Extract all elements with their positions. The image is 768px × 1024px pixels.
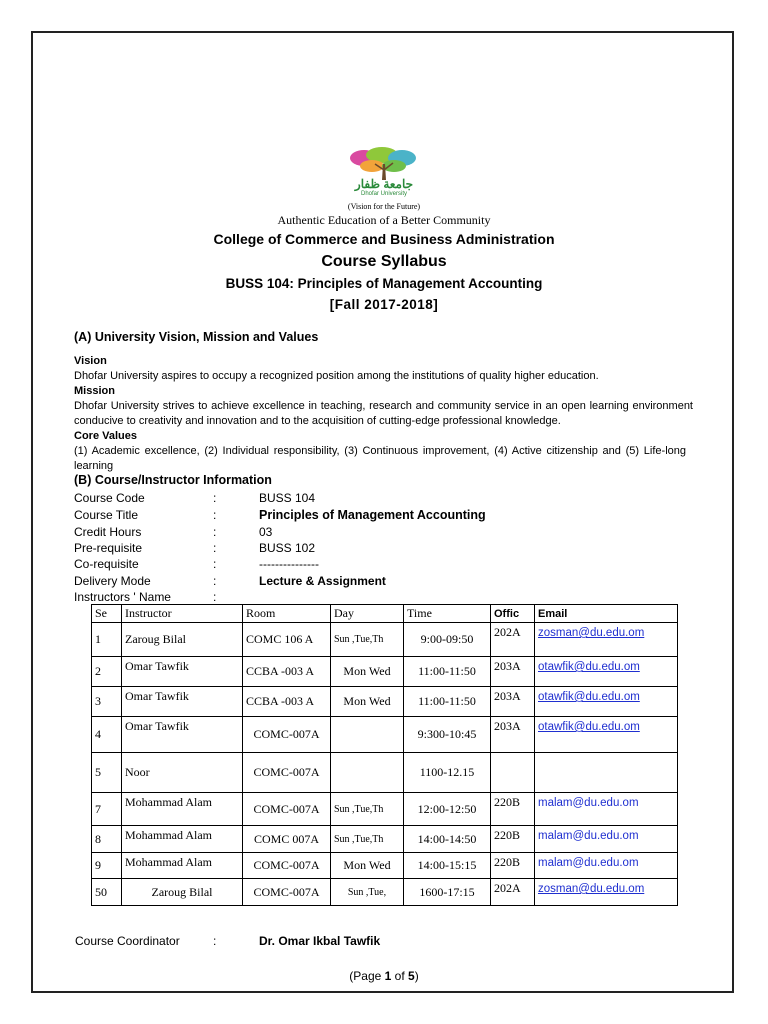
cell-se: 1 — [92, 623, 122, 657]
info-value: Lecture & Assignment — [259, 574, 386, 588]
info-value: BUSS 104 — [259, 491, 316, 505]
info-label: Course Code — [74, 491, 145, 505]
email-link[interactable]: malam@du.edu.om — [538, 830, 639, 842]
table-header-row — [92, 605, 678, 623]
cell-email — [535, 853, 678, 879]
email-link[interactable]: otawfik@du.edu.om — [538, 661, 640, 673]
page-total: 5 — [408, 969, 415, 983]
cell-office: 203A — [491, 657, 535, 687]
cell-se: 3 — [92, 687, 122, 717]
cell-day: Mon Wed — [331, 853, 404, 879]
cell-room: COMC-007A — [243, 753, 331, 793]
table-row — [92, 717, 678, 753]
cell-email — [535, 687, 678, 717]
cell-office: 203A — [491, 687, 535, 717]
cell-office: 220B — [491, 793, 535, 826]
motto: Authentic Education of a Better Community — [277, 213, 491, 227]
info-value: BUSS 102 — [259, 541, 316, 555]
cell-office: 220B — [491, 853, 535, 879]
cell-instructor: Mohammad Alam — [122, 826, 243, 853]
cell-room: CCBA -003 A — [243, 687, 331, 717]
info-colon: : — [213, 557, 217, 571]
column-header: Room — [243, 605, 331, 623]
core-values-text: (1) Academic excellence, (2) Individual responsibility, (3) Continuous improvement, (4) Active citizenship and (5) Life-long learning — [74, 445, 686, 472]
cell-time: 9:300-10:45 — [404, 717, 491, 753]
email-link[interactable]: malam@du.edu.om — [538, 857, 639, 869]
cell-email — [535, 753, 678, 793]
cell-instructor: Noor — [122, 753, 243, 793]
logo-arabic-text: جامعة ظفار — [354, 177, 414, 191]
cell-day: Sun ,Tue,Th — [331, 826, 404, 853]
email-link[interactable]: malam@du.edu.om — [538, 797, 639, 809]
email-link[interactable]: zosman@du.edu.om — [538, 627, 645, 639]
cell-day — [331, 717, 404, 753]
cell-se: 50 — [92, 879, 122, 906]
column-header: Day — [331, 605, 404, 623]
table-row — [92, 879, 678, 906]
email-link[interactable]: zosman@du.edu.om — [538, 883, 645, 895]
cell-day: Sun ,Tue,Th — [331, 793, 404, 826]
info-label: Co-requisite — [74, 557, 139, 571]
cell-time: 1100-12.15 — [404, 753, 491, 793]
cell-instructor: Omar Tawfik — [122, 687, 243, 717]
cell-time: 9:00-09:50 — [404, 623, 491, 657]
course-line: BUSS 104: Principles of Management Accounting — [225, 276, 543, 291]
cell-room: COMC-007A — [243, 717, 331, 753]
info-colon: : — [213, 590, 217, 604]
logo-english-text: Dhofar University — [360, 191, 407, 197]
cell-room: COMC 106 A — [243, 623, 331, 657]
info-value: Principles of Management Accounting — [259, 508, 486, 522]
cell-day: Mon Wed — [331, 687, 404, 717]
info-colon: : — [213, 491, 217, 505]
page-mid: of — [391, 969, 409, 983]
cell-instructor: Omar Tawfik — [122, 657, 243, 687]
cell-room: COMC-007A — [243, 793, 331, 826]
coordinator-colon: : — [213, 934, 217, 948]
cell-instructor: Zaroug Bilal — [122, 623, 243, 657]
cell-room: CCBA -003 A — [243, 657, 331, 687]
cell-se: 2 — [92, 657, 122, 687]
instructor-table — [91, 604, 678, 906]
mission-text: Dhofar University strives to achieve excellence in teaching, research and community service in an open learning environment conducive to creativity and innovation and to the acquisition of cutting-edge professional knowledge. — [74, 400, 693, 427]
column-header: Se — [92, 605, 122, 623]
email-link[interactable]: otawfik@du.edu.om — [538, 691, 640, 703]
cell-time: 11:00-11:50 — [404, 657, 491, 687]
table-row — [92, 753, 678, 793]
info-value: --------------- — [259, 557, 319, 571]
cell-instructor: Mohammad Alam — [122, 853, 243, 879]
mission-label: Mission — [74, 385, 115, 397]
cell-email — [535, 717, 678, 753]
cell-room: COMC-007A — [243, 879, 331, 906]
column-header: Instructor — [122, 605, 243, 623]
cell-room: COMC 007A — [243, 826, 331, 853]
cell-se: 9 — [92, 853, 122, 879]
cell-office — [491, 753, 535, 793]
column-header: Time — [404, 605, 491, 623]
column-header: Offic — [491, 605, 535, 623]
cell-time: 12:00-12:50 — [404, 793, 491, 826]
section-a-heading: (A) University Vision, Mission and Values — [74, 330, 319, 344]
column-header: Email — [535, 605, 678, 623]
info-colon: : — [213, 541, 217, 555]
table-row — [92, 826, 678, 853]
page-current: 1 — [384, 969, 392, 983]
cell-office: 203A — [491, 717, 535, 753]
cell-email — [535, 623, 678, 657]
cell-email — [535, 826, 678, 853]
info-label: Delivery Mode — [74, 574, 151, 588]
cell-room: COMC-007A — [243, 853, 331, 879]
coordinator-label: Course Coordinator — [75, 934, 180, 948]
cell-instructor: Omar Tawfik — [122, 717, 243, 753]
table-row — [92, 853, 678, 879]
table-row — [92, 623, 678, 657]
table-row — [92, 793, 678, 826]
cell-office: 220B — [491, 826, 535, 853]
email-link[interactable]: otawfik@du.edu.om — [538, 721, 640, 733]
page-number — [0, 969, 768, 983]
info-label: Pre-requisite — [74, 541, 143, 555]
cell-day: Mon Wed — [331, 657, 404, 687]
cell-office: 202A — [491, 879, 535, 906]
info-colon: : — [213, 508, 217, 522]
cell-instructor: Mohammad Alam — [122, 793, 243, 826]
section-b-heading: (B) Course/Instructor Information — [74, 473, 272, 487]
info-colon: : — [213, 574, 217, 588]
coordinator-name: Dr. Omar Ikbal Tawfik — [259, 934, 381, 948]
cell-se: 8 — [92, 826, 122, 853]
cell-office: 202A — [491, 623, 535, 657]
cell-email — [535, 657, 678, 687]
cell-email — [535, 793, 678, 826]
info-value: 03 — [259, 525, 273, 539]
info-label: Credit Hours — [74, 525, 142, 539]
page-prefix: (Page — [349, 969, 385, 983]
cell-email — [535, 879, 678, 906]
term: [Fall 2017-2018] — [329, 297, 439, 312]
core-values-label: Core Values — [74, 430, 137, 442]
college-name: College of Commerce and Business Administration — [213, 231, 555, 247]
cell-instructor: Zaroug Bilal — [122, 879, 243, 906]
table-row — [92, 657, 678, 687]
info-label: Instructors ' Name — [74, 590, 171, 604]
cell-time: 11:00-11:50 — [404, 687, 491, 717]
table-row — [92, 687, 678, 717]
tagline: (Vision for the Future) — [347, 202, 421, 211]
cell-se: 7 — [92, 793, 122, 826]
page-suffix: ) — [414, 969, 419, 983]
cell-se: 5 — [92, 753, 122, 793]
cell-time: 14:00-15:15 — [404, 853, 491, 879]
cell-day — [331, 753, 404, 793]
cell-time: 1600-17:15 — [404, 879, 491, 906]
info-label: Course Title — [74, 508, 139, 522]
info-colon: : — [213, 525, 217, 539]
cell-time: 14:00-14:50 — [404, 826, 491, 853]
vision-label: Vision — [74, 355, 107, 367]
cell-day: Sun ,Tue,Th — [331, 623, 404, 657]
vision-text: Dhofar University aspires to occupy a recognized position among the institutions of quality higher education. — [74, 370, 599, 382]
cell-se: 4 — [92, 717, 122, 753]
page-title: Course Syllabus — [321, 253, 447, 270]
cell-day: Sun ,Tue, — [331, 879, 404, 906]
